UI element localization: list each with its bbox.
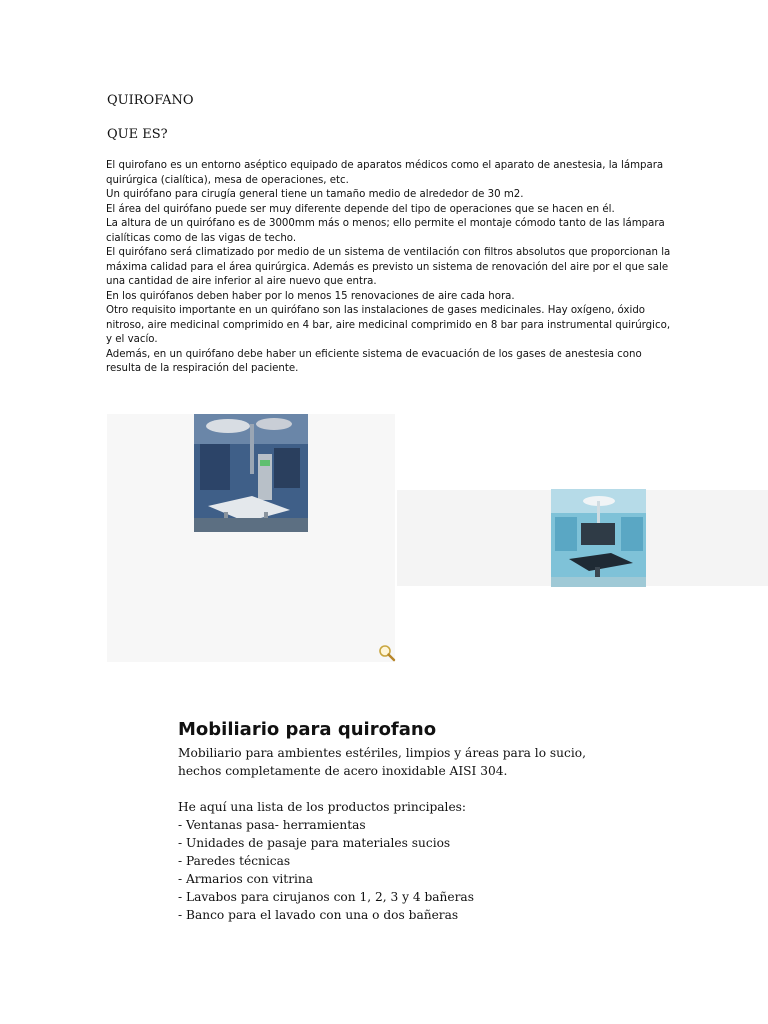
paragraph-line: y el vacío. [106,334,158,345]
paragraph-line: cialíticas como de las vigas de techo. [106,232,297,244]
operating-room-photo[interactable] [194,414,308,532]
paragraph-line: una cantidad de aire inferior al aire nuevo que entra. [106,276,377,287]
paragraph-line: Un quirófano para cirugía general tiene un tamaño medio de alrededor de 30 m2. [106,189,524,200]
paragraph-line: máxima calidad para el área quirúrgica. Además es previsto un sistema de renovación del aire por el que sale [106,261,669,273]
operating-room-illustration [551,489,646,587]
body-paragraph [106,159,671,377]
list-item: - Unidades de pasaje para materiales sucios [178,836,451,850]
paragraph-line: Otro requisito importante en un quirófano son las instalaciones de gases medicinales. Hay oxígeno, óxido [106,305,646,316]
paragraph-line: La altura de un quirófano es de 3000mm más o menos; ello permite el montaje cómodo tanto de las lámpara [106,218,665,229]
magnifier-icon[interactable] [378,644,396,662]
list-item: - Banco para el lavado con una o dos bañeras [178,908,459,922]
intro-line: hechos completamente de acero inoxidable AISI 304. [178,764,508,778]
list-intro: He aquí una lista de los productos principales: [178,800,467,814]
operating-room-photo[interactable] [551,489,646,587]
paragraph-line: El área del quirófano puede ser muy diferente depende del tipo de operaciones que se hacen en él. [106,203,615,215]
paragraph-line: El quirófano será climatizado por medio de un sistema de ventilación con filtros absolutos que proporcionan la [106,247,671,258]
paragraph-line: En los quirófanos deben haber por lo menos 15 renovaciones de aire cada hora. [106,290,515,302]
spacer [178,780,598,798]
list-item: - Armarios con vitrina [178,872,314,886]
paragraph-line: quirúrgica (cialítica), mesa de operaciones, etc. [106,174,349,186]
list-item: - Ventanas pasa- herramientas [178,818,366,832]
page-title: QUIROFANO [107,93,194,108]
paragraph-line: resulta de la respiración del paciente. [106,363,299,374]
paragraph-line: Además, en un quirófano debe haber un eficiente sistema de evacuación de los gases de anestesia cono [106,348,642,360]
paragraph-line: El quirofano es un entorno aséptico equipado de aparatos médicos como el aparato de anestesia, la lámpara [106,160,664,171]
section-body [178,744,598,924]
magnifier-glyph [378,644,396,662]
paragraph-line: nitroso, aire medicinal comprimido en 4 bar, aire medicinal comprimido en 8 bar para instrumental quirúrgico, [106,319,671,331]
list-item: - Paredes técnicas [178,854,291,868]
list-item: - Lavabos para cirujanos con 1, 2, 3 y 4 bañeras [178,890,474,904]
operating-room-illustration [194,414,308,532]
intro-line: Mobiliario para ambientes estériles, limpios y áreas para lo sucio, [178,746,586,760]
section-heading: Mobiliario para quirofano [178,719,437,740]
page-subtitle: QUE ES? [107,127,168,142]
